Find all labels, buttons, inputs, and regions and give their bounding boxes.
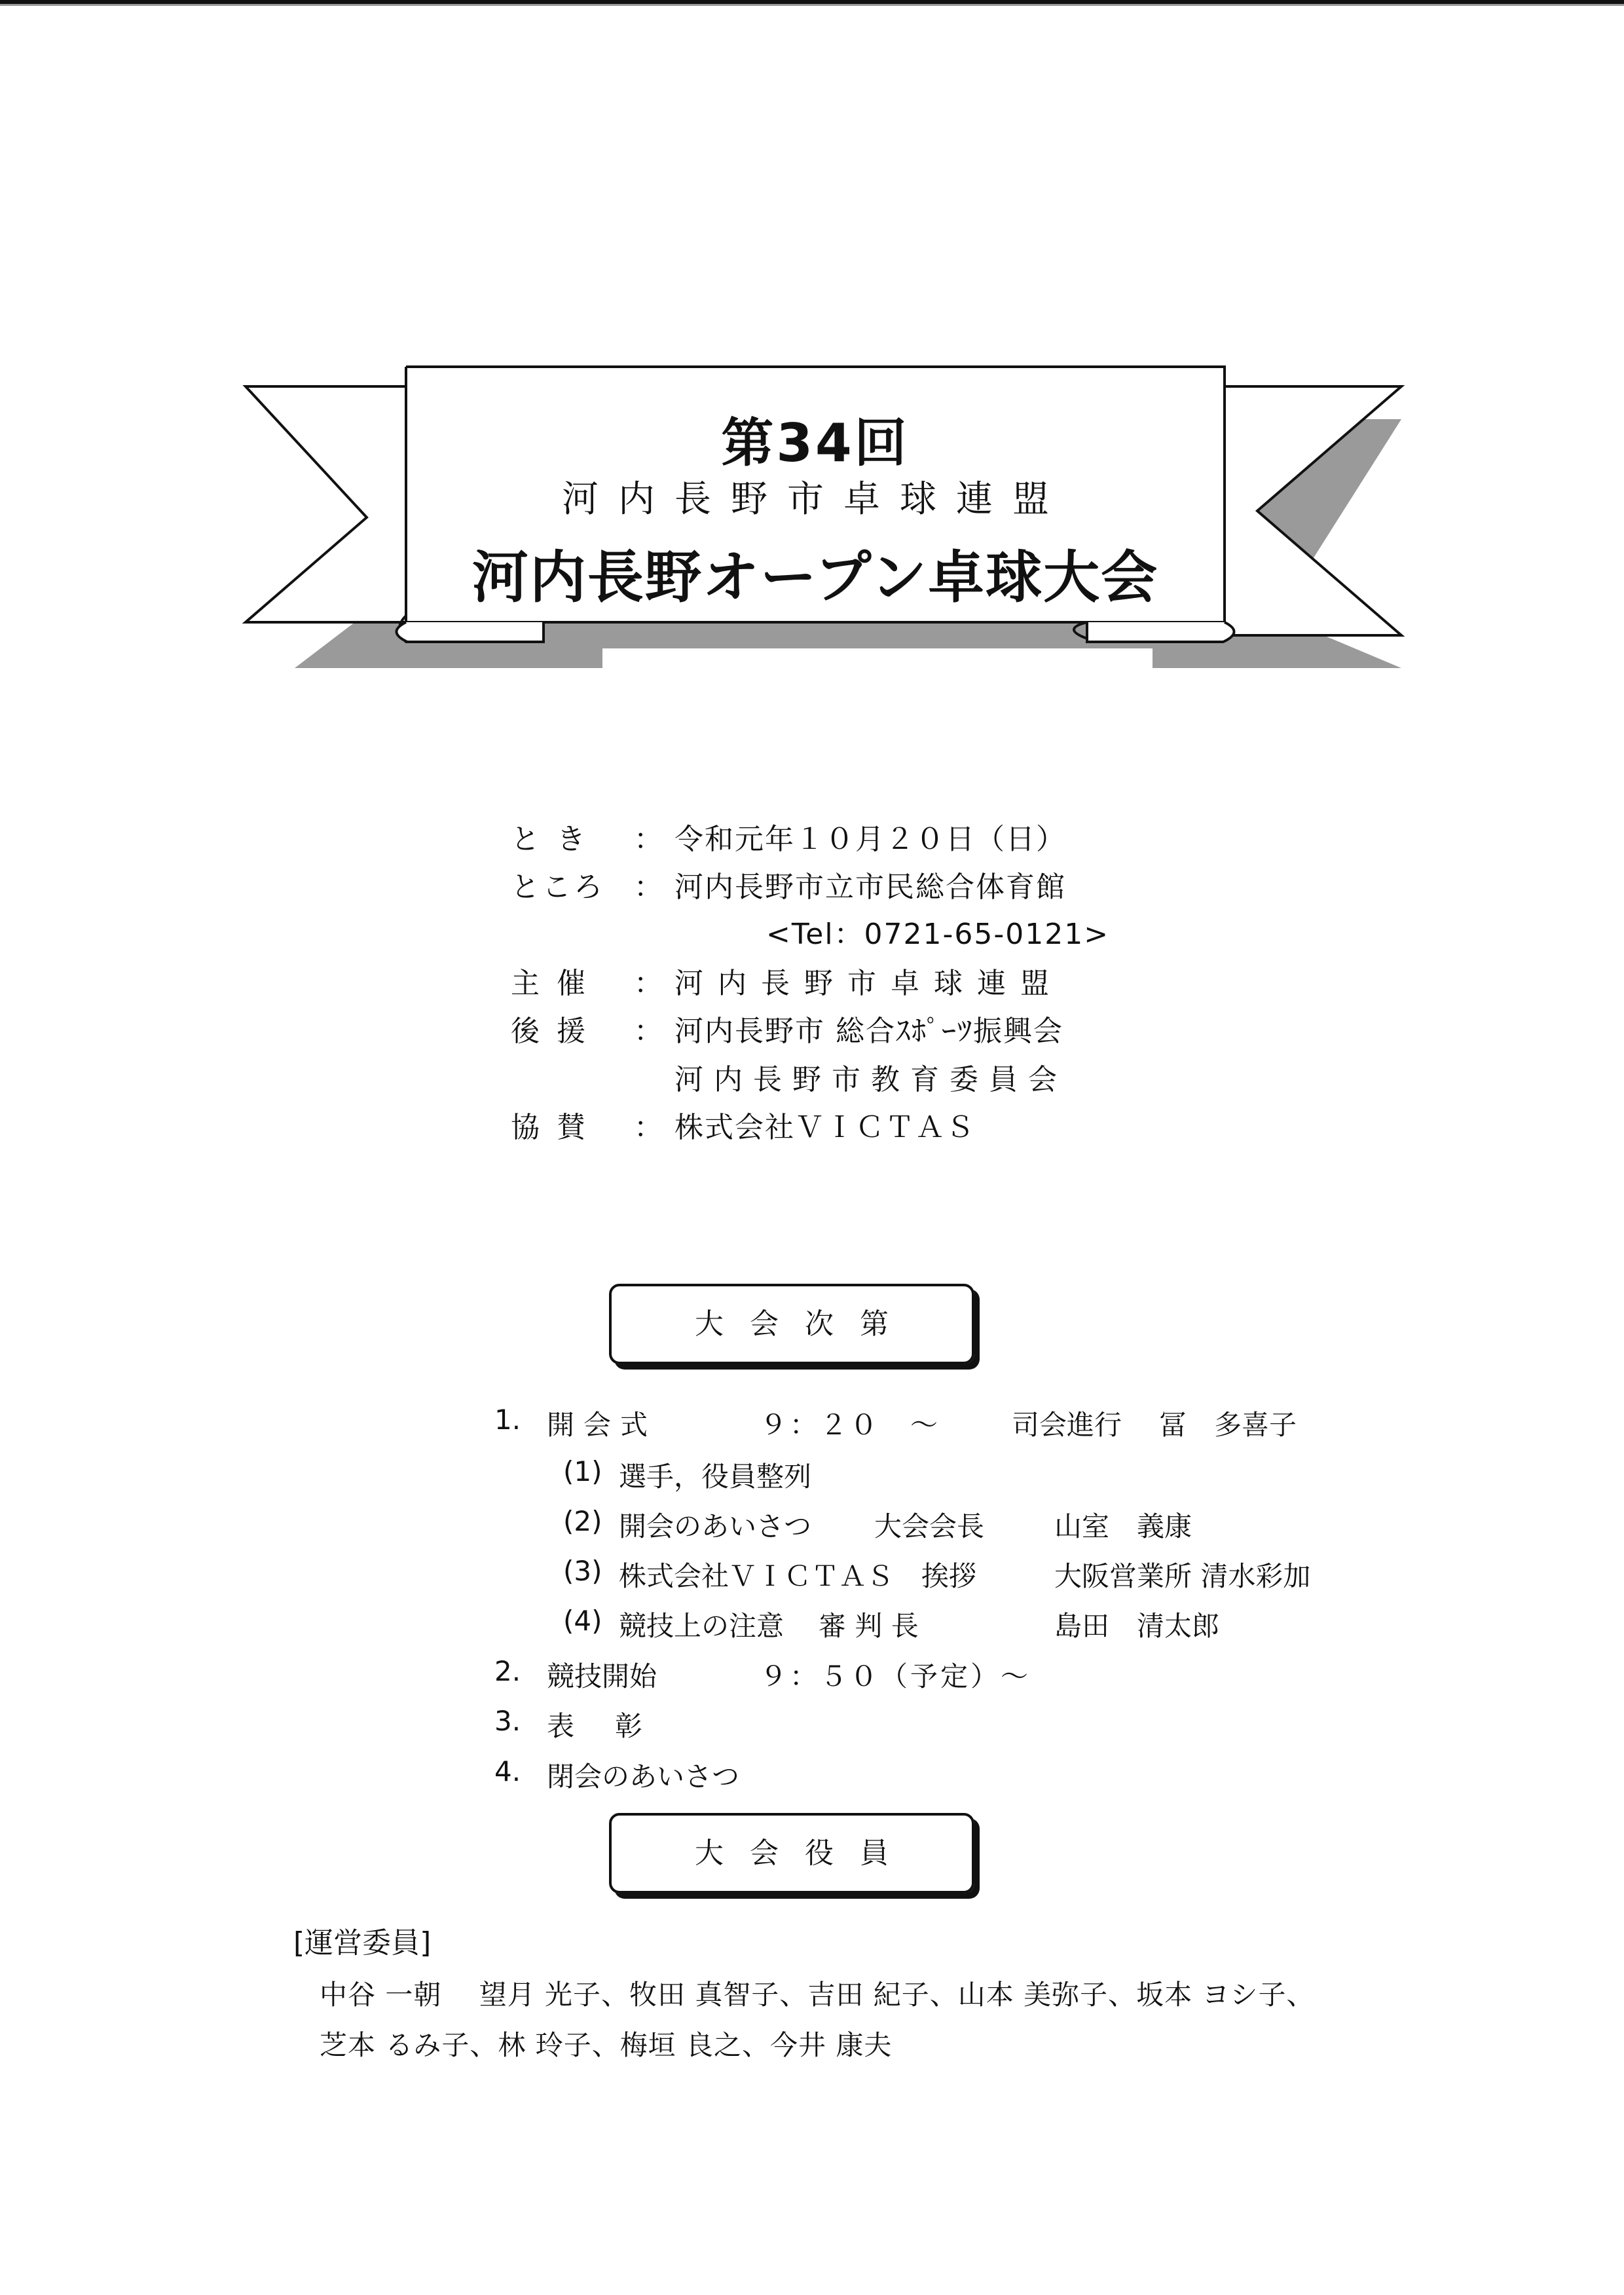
edition-title: 第34回 (721, 413, 910, 474)
staff-names-line-2: 芝本 るみ子、林 玲子、梅垣 良之、今井 康夫 (320, 2029, 893, 2061)
program-item-label: 表 彰 (547, 1710, 650, 1742)
staff-heading: 大会役員 (695, 1837, 915, 1870)
program-item-person: 山室 義康 (1054, 1510, 1192, 1542)
program-item-label: 選手，役員整列 (619, 1461, 812, 1493)
top-edge-shadow (0, 4, 1624, 6)
banner-left-curl (396, 622, 544, 642)
info-value: 河内長野市立市民総合体育館 (674, 870, 1066, 904)
program-item-person: 冨 多喜子 (1159, 1409, 1297, 1441)
info-label: 後援 (511, 1015, 602, 1048)
program-item-person: 大阪営業所 清水彩加 (1054, 1560, 1311, 1592)
program-item-role: 大会会長 (874, 1510, 985, 1542)
program-item-label: 競技上の注意 (619, 1610, 784, 1642)
info-label: 主催 (511, 967, 602, 1000)
info-value: 河内長野市卓球連盟 (674, 967, 1063, 1000)
info-value: 河内長野市 総合ｽﾎﾟｰﾂ振興会 (674, 1015, 1063, 1048)
program-item-no: 1. (494, 1404, 521, 1436)
program-item-label: 閉会のあいさつ (547, 1761, 740, 1793)
program-item-no: (4) (563, 1605, 602, 1637)
program-heading-box (609, 1284, 974, 1364)
program-item-no: 3. (494, 1705, 521, 1737)
info-colon: ： (634, 1111, 663, 1144)
info-label: とき (511, 823, 602, 856)
program-item-label: 開会式 (547, 1409, 657, 1441)
info-value: 河内長野市教育委員会 (674, 1063, 1067, 1096)
program-item-label: 株式会社ＶＩＣＴＡＳ 挨拶 (619, 1560, 977, 1592)
info-colon: ： (634, 870, 663, 904)
info-value-tel: <Tel：0721-65-0121> (766, 918, 1110, 951)
info-label: ところ (511, 870, 605, 904)
program-item-label: 競技開始 (547, 1660, 657, 1692)
program-item-time: ９：５０（予定）～ (760, 1660, 1031, 1692)
program-item-no: 2. (494, 1655, 521, 1687)
info-value: 株式会社ＶＩＣＴＡＳ (674, 1111, 976, 1144)
program-item-label: 開会のあいさつ (619, 1510, 812, 1542)
program-item-no: (1) (563, 1455, 602, 1487)
program-heading: 大会次第 (695, 1307, 915, 1341)
program-item-no: 4. (494, 1755, 521, 1787)
info-colon: ： (634, 967, 663, 1000)
program-item-time: ９：２０ ～ (760, 1409, 941, 1441)
staff-heading-box (609, 1813, 974, 1894)
staff-category: [運営委員] (293, 1926, 432, 1960)
organization-name: 河内長野市卓球連盟 (562, 478, 1069, 521)
program-item-role: 審 判 長 (819, 1610, 919, 1642)
program-item-person: 島田 清太郎 (1054, 1610, 1220, 1642)
banner-left-tail (246, 386, 406, 622)
info-value: 令和元年１０月２０日（日） (674, 823, 1066, 856)
info-colon: ： (634, 823, 663, 856)
staff-names-line-1: 中谷 一朝 望月 光子、牧田 真智子、吉田 紀子、山本 美弥子、坂本 ヨシ子、 (320, 1979, 1315, 2011)
banner-right-curl (1087, 622, 1234, 642)
program-item-no: (3) (563, 1555, 602, 1587)
tournament-title: 河内長野オープン卓球大会 (471, 545, 1159, 610)
info-colon: ： (634, 1015, 663, 1048)
program-item-role: 司会進行 (1012, 1409, 1122, 1441)
info-label: 協賛 (511, 1111, 602, 1144)
program-item-no: (2) (563, 1505, 602, 1537)
